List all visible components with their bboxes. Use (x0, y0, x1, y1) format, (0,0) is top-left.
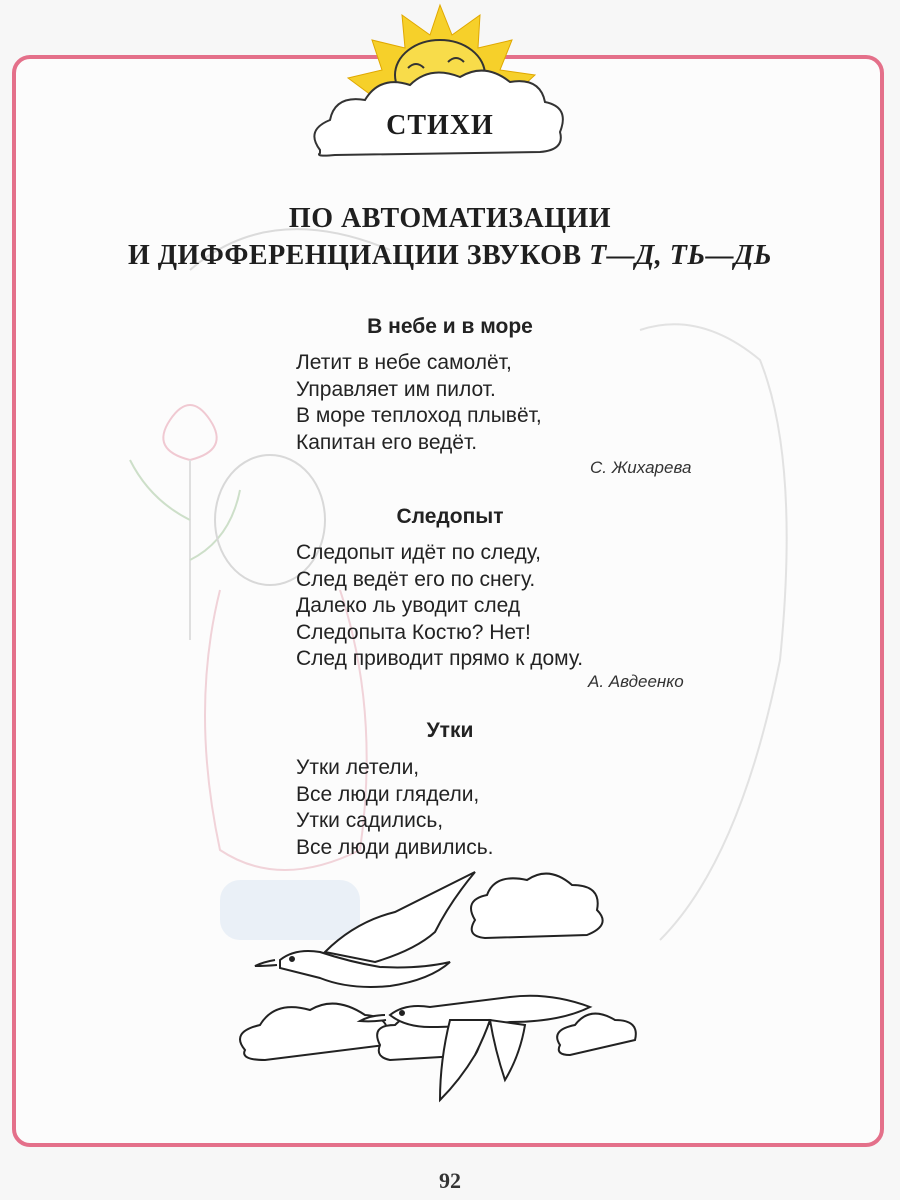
poem-line: Все люди дивились. (296, 835, 494, 859)
poem-title: Утки (426, 719, 474, 742)
cloud-icon (557, 1014, 636, 1055)
poem-line: В море теплоход плывёт, (296, 404, 542, 427)
ducks-illustration (230, 860, 670, 1120)
poem-line: След ведёт его по снегу. (296, 567, 536, 591)
poem-line: Управляет им пилот. (296, 377, 496, 401)
poem-author: А. Авдеенко (588, 672, 684, 691)
sun-cloud-icon (290, 0, 590, 175)
heading-sounds: Т—Д, ТЬ—ДЬ (589, 240, 773, 271)
page-heading-line1: ПО АВТОМАТИЗАЦИИ (288, 203, 612, 234)
poem-line: Летит в небе самолёт, (296, 351, 512, 374)
poem-line: Следопыт идёт по следу, (296, 541, 541, 564)
poem-line: Капитан его ведёт. (296, 430, 478, 454)
poem-line: Утки садились, (296, 809, 444, 832)
heading-prefix: И ДИФФЕРЕНЦИАЦИИ ЗВУКОВ (127, 240, 590, 271)
page-heading-line2 (0, 240, 900, 272)
poem-body (296, 540, 583, 673)
duck-icon (255, 872, 475, 987)
poem-body (296, 350, 542, 456)
poem-line: Утки летели, (296, 756, 420, 779)
cloud-icon (471, 874, 603, 938)
poem-line: След приводит прямо к дому. (296, 647, 584, 670)
poem-line: Далеко ль уводит след (296, 594, 521, 617)
cloud-icon (240, 1004, 388, 1060)
poem-body (296, 755, 494, 861)
poem-line: Все люди глядели, (296, 782, 480, 806)
poem-author: С. Жихарева (590, 458, 692, 477)
poem-line: Следопыта Костю? Нет! (296, 620, 531, 644)
page-number: 92 (439, 1168, 461, 1193)
section-title: СТИХИ (386, 110, 494, 141)
poem-title: Следопыт (396, 505, 504, 528)
poem-title: В небе и в море (367, 315, 533, 338)
